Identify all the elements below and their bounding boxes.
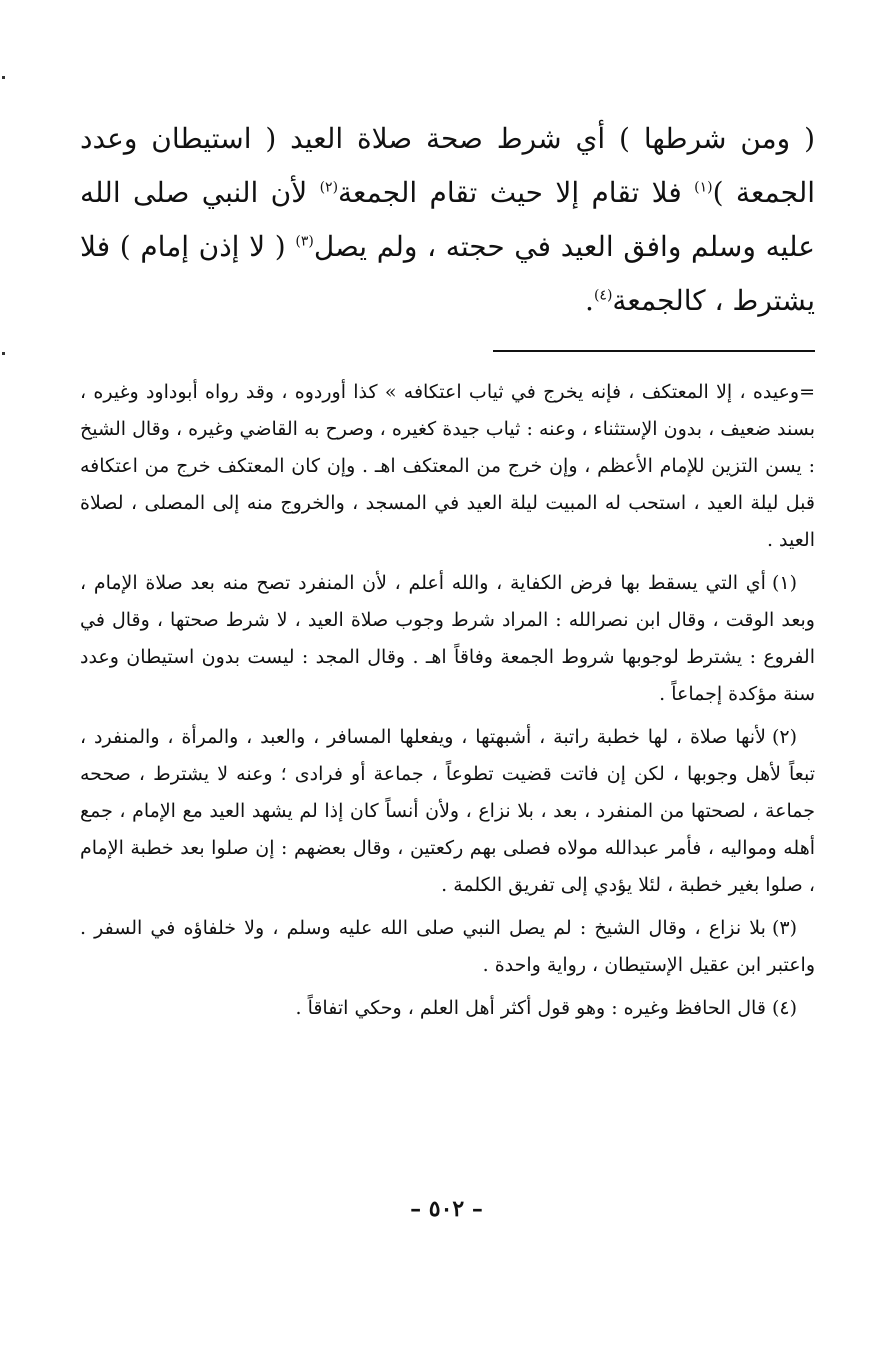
main-paragraph [80,112,815,328]
footnotes-section [80,374,815,1027]
footnote-separator [493,350,815,352]
page-body [80,112,815,1033]
footnote-text: قال الحافظ وغيره : وهو قول أكثر أهل العلم ، وحكي اتفاقاً . [295,997,766,1019]
footnote-number: (٤) [771,997,797,1019]
main-text-part: . [585,284,594,317]
main-text-part: لأن النبي صلى الله عليه وسلم وافق العيد في حجته ، ولم يصل [80,176,816,263]
footnote-number: (٢) [771,726,797,748]
footnote-text: لأنها صلاة ، لها خطبة راتبة ، أشبهتها ، ويفعلها المسافر ، والعبد ، والمرأة ، والمنفرد ، تبعاً لأهل وجوبها ، لكن إن فاتت قضيت تطوعاً ، جماعة أو فرادى ؛ وعنه لا يشترط ، صححه جماعة ، لصحتها من المنفرد ، بعد ، بلا نزاع ، ولأن أنساً كان إذا لم يشهد العيد مع الإمام ، جمع أهله ومواليه ، فأمر عبدالله مولاه فصلى بهم ركعتين ، وقال بعضهم : إن صلوا بعد خطبة الإمام ، صلوا بغير خطبة ، لئلا يؤدي إلى تفريق الكلمة . [80,726,815,896]
footnote-continuation: =وعيده ، إلا المعتكف ، فإنه يخرج في ثياب اعتكافه » كذا أوردوه ، وقد رواه أبوداود وغيره ، بسند ضعيف ، بدون الإستثناء ، وعنه : ثياب جيدة كغيره ، وصرح به القاضي وغيره ، وقال الشيخ : يسن التزين للإمام الأعظم ، وإن خرج من المعتكف اهـ . وإن كان المعتكف خرج من اعتكافه قبل ليلة العيد ، استحب له المبيت ليلة العيد في المسجد ، والخروج منه إلى المصلى ، لصلاة العيد . [80,381,815,551]
footnote-text: بلا نزاع ، وقال الشيخ : لم يصل النبي صلى الله عليه وسلم ، ولا خلفاؤه في السفر . واعتبر ابن عقيل الإستيطان ، رواية واحدة . [80,917,815,976]
main-text-part: فلا تقام إلا حيث تقام الجمعة [338,176,695,209]
main-text-part: ( لا إذن إمام ) فلا يشترط ، كالجمعة [80,230,815,317]
footnote-2 [80,719,815,904]
footnote-3 [80,910,815,984]
footnote-number: (١) [771,572,797,594]
main-text-part: ( ومن شرطها ) أي شرط صحة صلاة العيد ( استيطان وعدد الجمعة ) [80,122,816,209]
page-number: – ٥٠٢ – [410,1196,483,1222]
footnote-ref: (٣) [295,233,314,250]
footnote-ref: (٤) [593,287,613,304]
footnote-text: أي التي يسقط بها فرض الكفاية ، والله أعلم ، لأن المنفرد تصح منه بعد صلاة الإمام ، وبعد الوقت ، وقال ابن نصرالله : المراد شرط وجوب صلاة العيد ، لا شرط صحتها ، وقال في الفروع : يشترط لوجوبها شروط الجمعة وفاقاً اهـ . وقال المجد : ليست بدون استيطان وعدد سنة مؤكدة إجماعاً . [80,572,815,705]
footnote-4 [80,990,815,1027]
footnote-ref: (٢) [319,179,339,196]
scan-mark [2,352,5,355]
footnote-ref: (١) [694,179,713,196]
scan-mark [2,76,5,79]
footnote-number: (٣) [771,917,797,939]
footnote-1 [80,565,815,713]
